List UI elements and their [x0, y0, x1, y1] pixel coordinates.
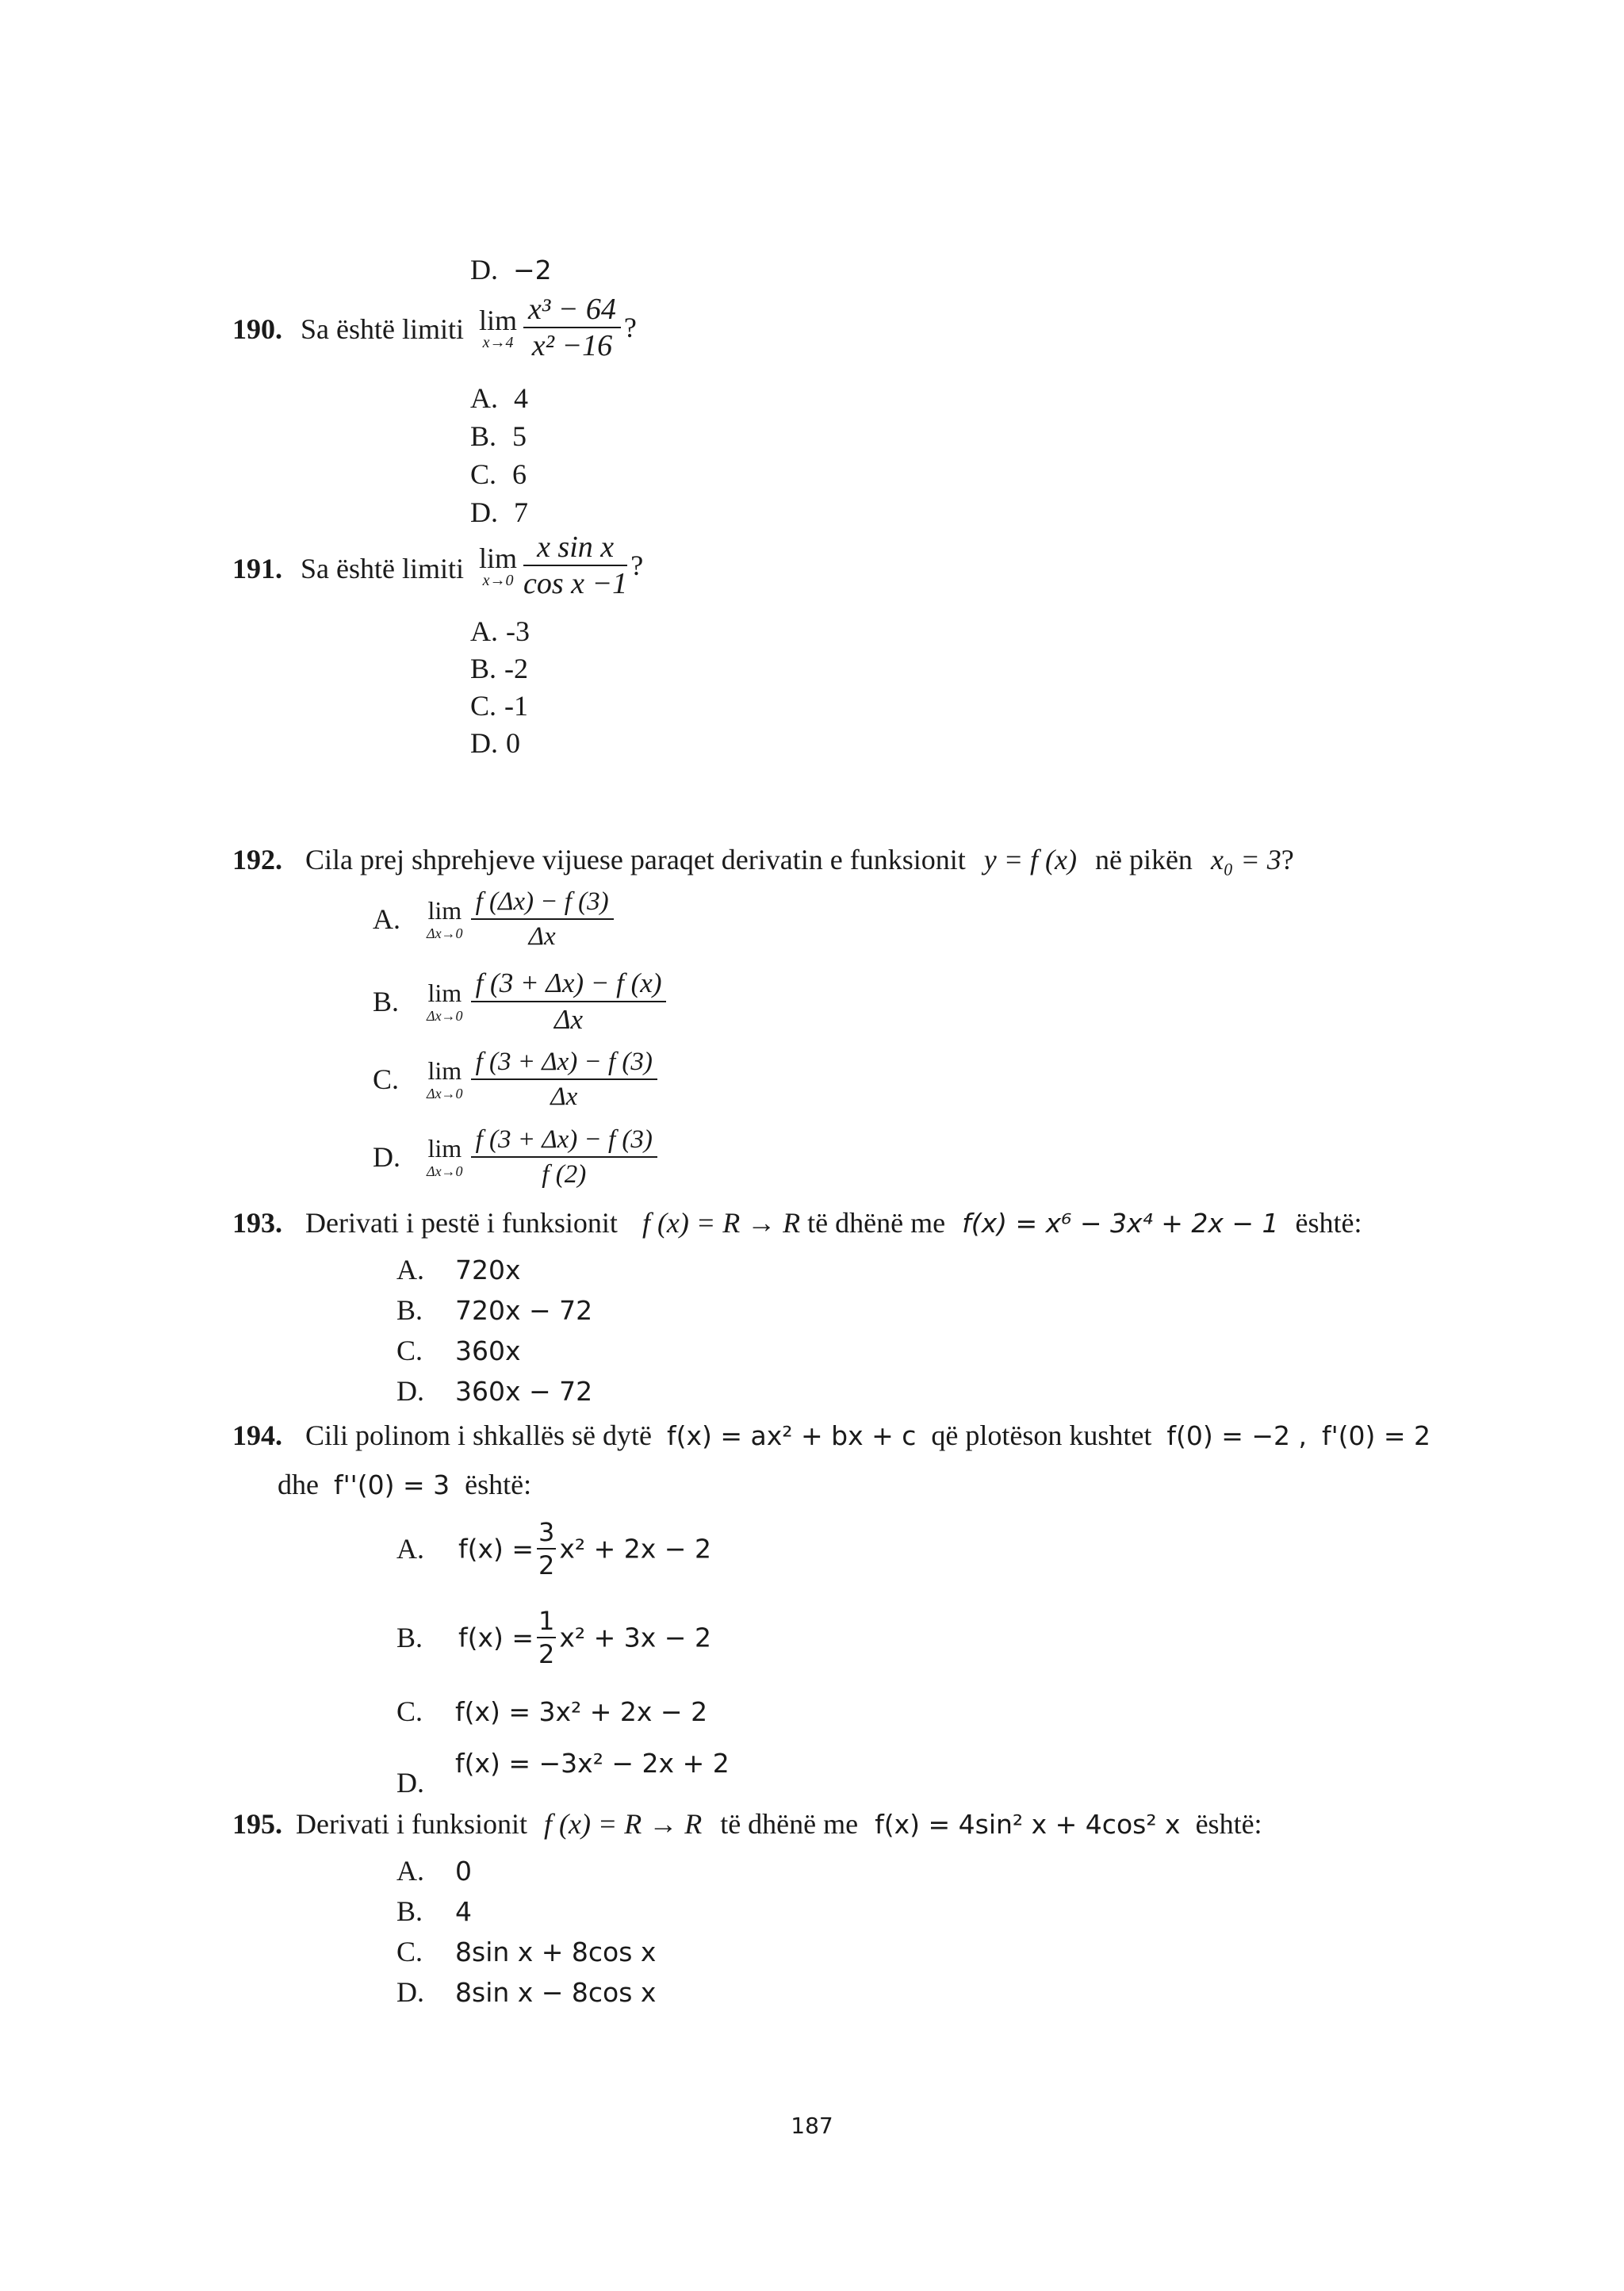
function-formula: f(x) = 4sin² x + 4cos² x [875, 1809, 1181, 1840]
option-a[interactable] [470, 379, 528, 417]
q193-options [396, 1250, 592, 1412]
lim-text: lim [427, 1056, 462, 1085]
fraction-denominator: cos x −1 [523, 567, 628, 600]
fraction-numerator: 3 [537, 1516, 556, 1550]
question-text: Sa është limiti [301, 313, 464, 345]
lim-subscript: x→4 [482, 333, 514, 351]
option-label: B. [470, 420, 497, 452]
option-b[interactable] [373, 966, 666, 1045]
lim-text: lim [479, 542, 518, 574]
option-b[interactable] [396, 1290, 592, 1331]
option-d[interactable] [396, 1972, 656, 2013]
question-text-2: të dhënë me [720, 1808, 859, 1840]
question-mark: ? [630, 550, 644, 581]
option-fraction [537, 1516, 556, 1581]
option-label: A. [470, 382, 498, 414]
lim-text: lim [427, 896, 462, 925]
option-value: 4 [455, 1896, 472, 1927]
fraction-denominator: 2 [538, 1550, 555, 1580]
limit-operator [427, 1134, 463, 1180]
question-text-3: dhe [278, 1469, 319, 1500]
option-value: 360x [455, 1335, 521, 1366]
condition-3: f''(0) = 3 [333, 1469, 450, 1500]
option-label: C. [373, 1063, 400, 1095]
q195-stem [232, 1808, 1262, 1841]
question-text-2: të dhënë me [807, 1207, 946, 1239]
option-label: A. [373, 903, 400, 935]
option-value: 720x − 72 [455, 1295, 593, 1326]
lim-subscript: Δx→0 [427, 1163, 463, 1179]
q190-stem [232, 313, 464, 345]
option-fraction [471, 885, 614, 953]
q195-options [396, 1851, 656, 2013]
function-formula: f(x) = x⁶ − 3x⁴ + 2x − 1 [962, 1208, 1279, 1239]
option-lhs: f(x) = [458, 1533, 534, 1565]
option-c[interactable] [470, 688, 530, 725]
fraction-denominator: Δx [528, 922, 556, 951]
option-label: D. [396, 1375, 424, 1407]
question-text-2: që plotëson kushtet [931, 1419, 1152, 1451]
option-value: 6 [512, 458, 527, 490]
point-expression: x₀ = 3 [1210, 844, 1281, 875]
option-rest: x² + 3x − 2 [559, 1622, 711, 1653]
option-label: B. [373, 986, 400, 1017]
option-fraction [471, 1123, 657, 1191]
q193-stem [232, 1207, 1362, 1239]
option-value: -2 [504, 653, 529, 684]
lim-text: lim [427, 1134, 462, 1163]
lim-text: lim [479, 304, 518, 336]
option-c[interactable] [396, 1684, 711, 1740]
question-text: Cila prej shprehjeve vijuese paraqet derivatin e funksionit [305, 844, 966, 875]
option-label: D. [396, 1976, 424, 2008]
option-label: D. [396, 1767, 424, 1799]
q194-stem-line1 [232, 1419, 1431, 1452]
option-value: 8sin x + 8cos x [455, 1937, 657, 1967]
option-rest: x² + 2x − 2 [559, 1533, 711, 1565]
limit-operator [427, 896, 463, 942]
option-a[interactable] [396, 1851, 656, 1891]
option-b[interactable] [470, 417, 528, 455]
option-b[interactable] [396, 1605, 711, 1684]
option-value: −2 [513, 255, 552, 285]
question-text: Derivati i pestë i funksionit [305, 1207, 618, 1239]
option-value: -3 [506, 615, 530, 647]
question-number: 193. [232, 1207, 282, 1239]
option-a[interactable] [373, 885, 666, 966]
function-expression: y = f (x) [983, 844, 1077, 875]
option-d[interactable] [396, 1740, 730, 1799]
question-mark: ? [623, 312, 637, 343]
option-label: D. [470, 254, 498, 285]
option-label: A. [470, 615, 498, 647]
limit-operator [427, 1056, 463, 1102]
option-label: A. [396, 1533, 424, 1565]
fraction-numerator: f (3 + Δx) − f (3) [471, 1123, 657, 1158]
option-d[interactable] [373, 1123, 666, 1202]
question-number: 194. [232, 1419, 282, 1451]
option-value: 720x [455, 1255, 521, 1285]
function-formula: f(x) = ax² + bx + c [666, 1420, 917, 1451]
q189-option-d [470, 254, 552, 286]
lim-subscript: x→0 [482, 571, 514, 589]
fraction-denominator: 2 [538, 1639, 555, 1669]
q194-options [396, 1516, 730, 1799]
question-text: Sa është limiti [301, 553, 464, 584]
question-text: Cili polinom i shkallës së dytë [305, 1419, 652, 1451]
option-b[interactable] [396, 1891, 656, 1932]
fraction-numerator: f (3 + Δx) − f (3) [471, 1045, 657, 1080]
mapping-expression: f (x) = R → R [543, 1808, 703, 1840]
option-label: C. [396, 1695, 423, 1727]
option-label: B. [470, 653, 497, 684]
fraction-numerator: x sin x [523, 530, 627, 566]
question-number: 191. [232, 553, 282, 584]
q192-options [373, 885, 666, 1202]
limit-fraction [523, 530, 627, 601]
option-label: D. [470, 496, 498, 528]
option-c[interactable] [470, 455, 528, 493]
option-d[interactable] [470, 493, 528, 531]
option-label: B. [396, 1622, 423, 1653]
option-b[interactable] [470, 650, 530, 688]
question-number: 195. [232, 1808, 282, 1840]
question-mark: ? [1281, 844, 1294, 875]
mapping-expression: f (x) = R → R [642, 1207, 801, 1239]
page-number: 187 [791, 2113, 833, 2139]
question-number: 190. [232, 313, 282, 345]
option-d[interactable] [396, 1371, 592, 1412]
question-text-3: është: [1195, 1808, 1262, 1840]
option-value: 5 [512, 420, 527, 452]
option-value: 360x − 72 [455, 1376, 593, 1407]
lim-text: lim [427, 979, 462, 1007]
q191-limit-expression [479, 530, 643, 601]
question-text-3: është: [1295, 1207, 1362, 1239]
lim-subscript: Δx→0 [427, 1086, 463, 1101]
q190-options [470, 379, 528, 531]
option-label: C. [470, 458, 497, 490]
option-fraction [471, 1045, 657, 1113]
condition-2: f'(0) = 2 [1321, 1420, 1431, 1451]
fraction-numerator: 1 [537, 1605, 556, 1638]
option-c[interactable] [396, 1331, 592, 1371]
option-a[interactable] [470, 613, 530, 650]
option-label: D. [470, 727, 498, 759]
option-label: A. [396, 1855, 424, 1887]
limit-operator [427, 979, 463, 1025]
option-a[interactable] [396, 1516, 711, 1605]
fraction-denominator: x² −16 [531, 329, 613, 362]
option-label: C. [470, 690, 497, 722]
q190-limit-expression [479, 292, 637, 363]
question-text-4: është: [465, 1469, 532, 1500]
question-text: Derivati i funksionit [296, 1808, 527, 1840]
option-value: f(x) = 3x² + 2x − 2 [455, 1696, 708, 1727]
limit-operator [479, 542, 517, 590]
option-value: -1 [504, 690, 529, 722]
option-label: C. [396, 1335, 423, 1366]
fraction-denominator: f (2) [542, 1160, 587, 1189]
limit-fraction [523, 292, 621, 363]
fraction-numerator: f (Δx) − f (3) [471, 885, 614, 920]
q192-stem [232, 844, 1294, 875]
option-fraction [537, 1605, 556, 1670]
option-lhs: f(x) = [458, 1622, 534, 1653]
option-value: 4 [514, 382, 528, 414]
fraction-numerator: f (3 + Δx) − f (x) [471, 966, 667, 1002]
option-d[interactable] [470, 725, 530, 762]
q191-stem [232, 553, 464, 584]
fraction-denominator: Δx [553, 1004, 584, 1035]
question-number: 192. [232, 844, 282, 875]
option-label: D. [373, 1141, 400, 1173]
option-label: B. [396, 1895, 423, 1927]
option-value: 8sin x − 8cos x [455, 1977, 657, 2008]
option-fraction [471, 966, 667, 1037]
option-label: C. [396, 1936, 423, 1967]
fraction-numerator: x³ − 64 [523, 292, 621, 328]
fraction-denominator: Δx [550, 1082, 578, 1111]
limit-operator [479, 304, 517, 352]
option-label: A. [396, 1254, 424, 1285]
question-text-2: në pikën [1094, 844, 1193, 875]
option-c[interactable] [373, 1045, 666, 1123]
option-value: 7 [514, 496, 528, 528]
q194-stem-line2 [278, 1469, 531, 1501]
condition-1: f(0) = −2 , [1166, 1420, 1307, 1451]
option-c[interactable] [396, 1932, 656, 1972]
option-value: 0 [455, 1856, 472, 1887]
option-value: 0 [506, 727, 520, 759]
option-a[interactable] [396, 1250, 592, 1290]
q191-options [470, 613, 530, 762]
lim-subscript: Δx→0 [427, 1008, 463, 1024]
option-value: f(x) = −3x² − 2x + 2 [455, 1748, 730, 1779]
option-label: B. [396, 1294, 423, 1326]
lim-subscript: Δx→0 [427, 925, 463, 941]
